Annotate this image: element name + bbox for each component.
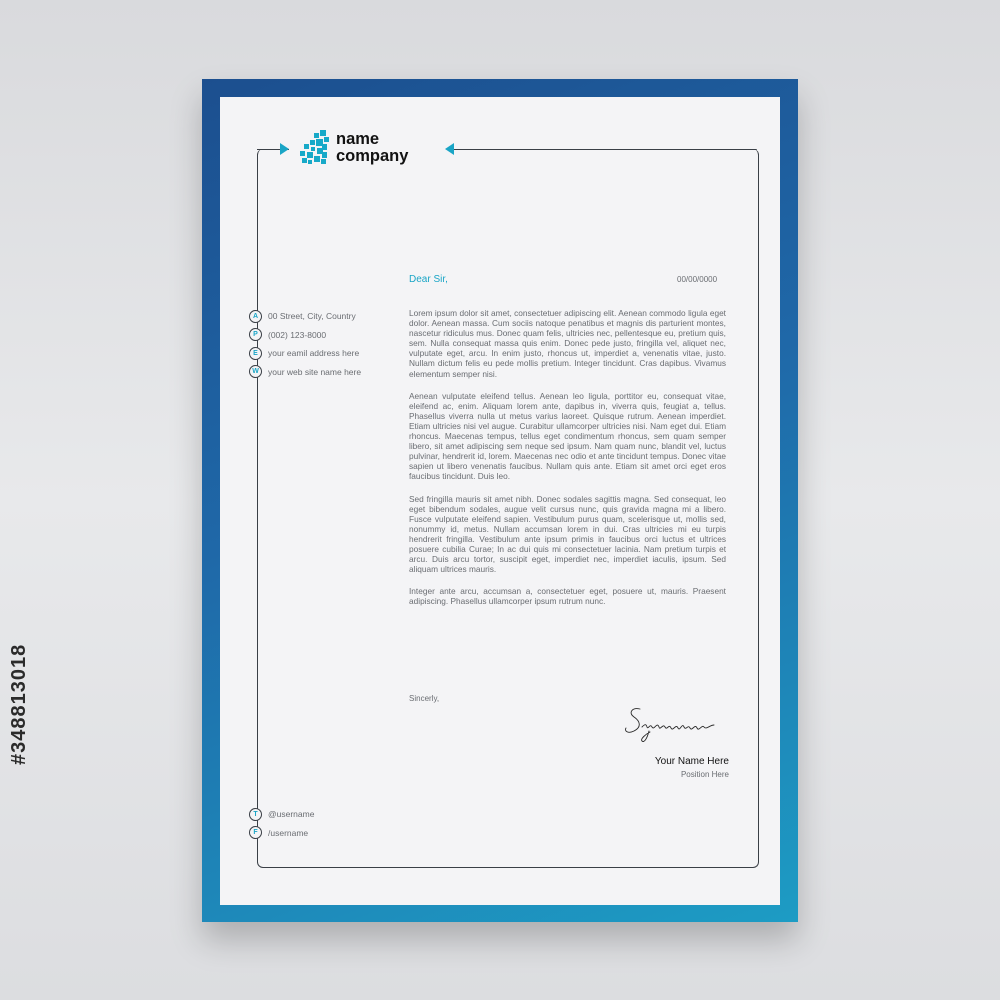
social-twitter-text: @username <box>268 809 315 820</box>
border-top-right <box>452 149 757 150</box>
signer-position: Position Here <box>680 770 729 779</box>
twitter-icon: T <box>249 808 262 821</box>
signer-name: Your Name Here <box>654 756 729 767</box>
stock-id: #348813018 <box>8 643 30 765</box>
web-icon: W <box>249 365 262 378</box>
letterhead-frame <box>202 79 798 922</box>
arrow-right-icon <box>280 143 289 155</box>
letter-body <box>409 308 726 618</box>
body-paragraph: Aenean vulputate eleifend tellus. Aenean leo ligula, porttitor eu, consequat vitae, eleifend ac, enim. Aliquam lorem ante, dapibus in, viverra quis, feugiat a, tellus. Phasellus viverra nulla ut metus varius laoreet. Quisque rutrum. Aenean imperdiet. Etiam ultricies nisi vel augue. Curabitur ullamcorper ultricies nisi. Nam eget dui. Etiam rhoncus. Maecenas tempus, tellus eget condimentum rhoncus, sem quam semper libero, sit amet adipiscing sem neque sed ipsum. Nam quam nunc, blandit vel, luctus pulvinar, hendrerit id, lorem. Maecenas nec odio et ante tincidunt tempus. Donec vitae sapien ut libero venenatis faucibus. Nullam quis ante. Etiam sit amet orci eget eros faucibus tincidunt. Duis leo. <box>409 390 726 482</box>
company-name <box>336 131 408 165</box>
contact-web <box>249 363 361 382</box>
contact-list <box>249 307 361 381</box>
closing: Sincerly, <box>409 694 440 703</box>
handwritten-signature <box>622 701 732 745</box>
social-twitter <box>249 805 314 824</box>
contact-email <box>249 344 361 363</box>
salutation: Dear Sir, <box>409 274 448 285</box>
phone-icon: P <box>249 328 262 341</box>
company-name-line1: name <box>336 130 380 148</box>
email-icon: E <box>249 347 262 360</box>
contact-email-text: your eamil address here <box>268 348 360 359</box>
body-paragraph: Integer ante arcu, accumsan a, consectetuer eget, posuere ut, mauris. Praesent adipiscing. Phasellus ullamcorper ipsum rutrum nunc. <box>409 586 726 607</box>
facebook-icon: F <box>249 826 262 839</box>
body-paragraph: Lorem ipsum dolor sit amet, consectetuer adipiscing elit. Aenean commodo ligula eget dolor. Aenean massa. Cum sociis natoque penatibus et magnis dis parturient montes, nascetur ridiculus mus. Donec quam felis, ultricies nec, pellentesque eu, pretium quis, sem. Nulla consequat massa quis enim. Donec pede justo, fringilla vel, aliquet nec, vulputate eget, arcu. In enim justo, rhoncus ut, imperdiet a, venenatis vitae, justo. Nullam dictum felis eu pede mollis pretium. Integer tincidunt. Cras dapibus. Vivamus elementum semper nisi. <box>409 308 726 379</box>
address-icon: A <box>249 310 262 323</box>
contact-address-text: 00 Street, City, Country <box>268 311 356 322</box>
contact-address <box>249 307 361 326</box>
body-paragraph: Sed fringilla mauris sit amet nibh. Donec sodales sagittis magna. Sed consequat, leo eget bibendum sodales, augue velit cursus nunc, quis gravida magna mi a libero. Fusce vulputate eleifend sapien. Vestibulum purus quam, scelerisque ut, mollis sed, nonummy id, metus. Nullam accumsan lorem in dui. Cras ultricies mi eu turpis hendrerit fringilla. Vestibulum ante ipsum primis in faucibus orci luctus et ultrices posuere cubilia Curae; In ac dui quis mi consectetuer lacinia. Nam pretium turpis et arcu. Duis arcu tortor, suscipit eget, imperdiet nec, imperdiet iaculis, ipsum. Sed aliquam ultrices mauris. <box>409 493 726 575</box>
contact-phone <box>249 326 361 345</box>
pixel-logo-icon <box>298 130 330 164</box>
letterhead-sheet <box>220 97 780 905</box>
arrow-left-icon <box>445 143 454 155</box>
company-name-line2: company <box>336 147 409 165</box>
contact-web-text: your web site name here <box>268 366 362 377</box>
social-facebook-text: /username <box>268 827 309 838</box>
letter-date: 00/00/0000 <box>677 275 718 284</box>
social-facebook <box>249 824 314 843</box>
contact-phone-text: (002) 123-8000 <box>268 329 327 340</box>
social-list <box>249 805 314 842</box>
